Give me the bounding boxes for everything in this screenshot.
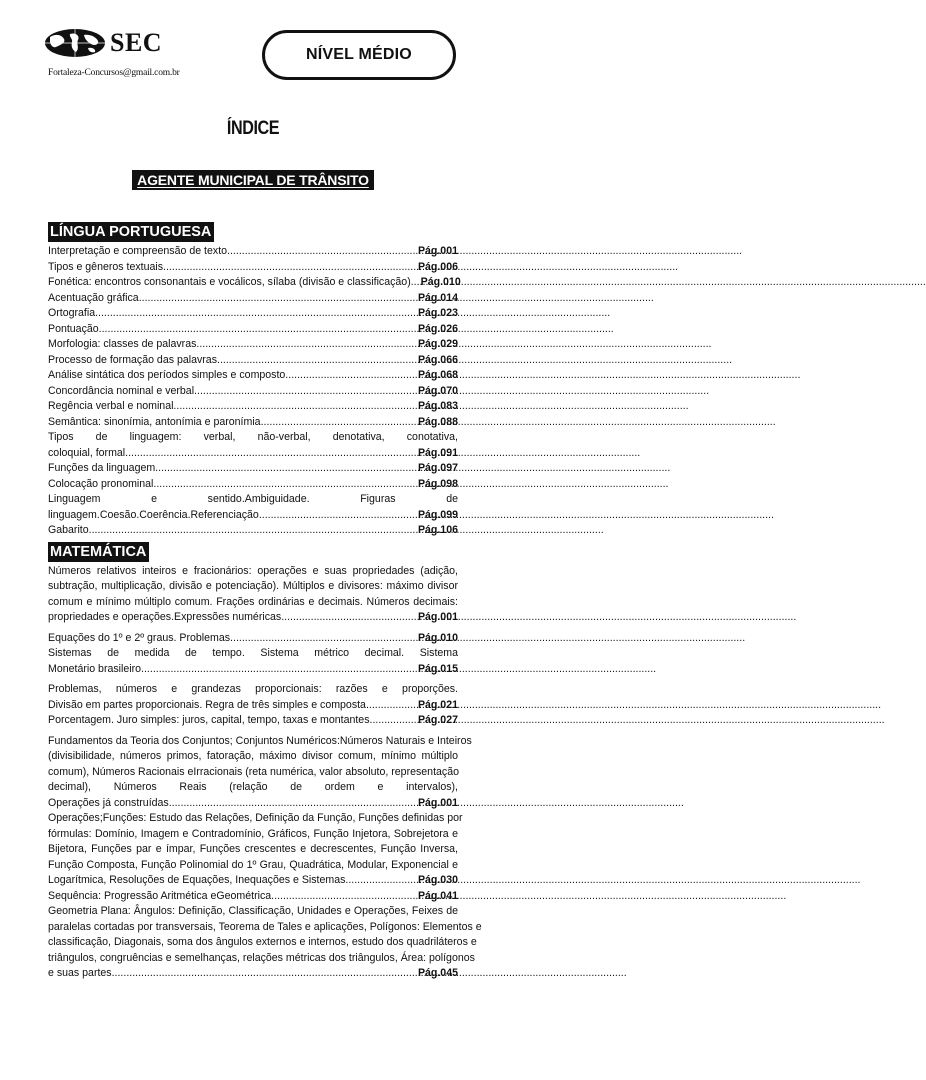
toc-entry-line: Sistemas de medida de tempo. Sistema métrico decimal. Sistema [48, 647, 458, 659]
toc-entry-title: Interpretação e compreensão de texto. [48, 245, 230, 257]
toc-page-number: Pág.068 [417, 369, 458, 381]
toc-entry-row [48, 796, 458, 812]
toc-entry-title: Acentuação gráfica. [48, 291, 142, 304]
toc-leader-dots [102, 322, 417, 338]
section-heading-portugues: LÍNGUA PORTUGUESA [48, 222, 214, 242]
toc-page-number: Pág.027 [417, 714, 458, 726]
toc-entry-title: Ortografia. [48, 307, 99, 319]
toc-leader-dots [142, 291, 417, 307]
toc-entry-row [48, 698, 458, 714]
toc-page-number: Pág.045 [417, 967, 458, 979]
toc-entry-row [48, 889, 458, 905]
toc-entry-row [48, 275, 461, 291]
level-badge: NÍVEL MÉDIO [262, 30, 456, 80]
toc-entry-title: Logarítmica, Resoluções de Equações, Inequações e Sistemas. [48, 874, 349, 886]
logo-url: Fortaleza-Concursos@gmail.com.br [48, 68, 180, 78]
toc-page-number: Pág.001 [417, 611, 458, 623]
toc-entry [48, 523, 458, 539]
toc-entry-line: subtração, multiplicação, divisão e potenciação). Múltiplos e divisores: máximo divisor [48, 580, 458, 592]
toc-entry-line: Números relativos inteiros e fracionários: operações e suas propriedades (adição, [48, 564, 458, 577]
toc-leader-dots [144, 662, 417, 678]
toc-entry-line: paralelas cortadas por transversais, Teorema de Tales e aplicações, Polígonos: Elementos e [48, 920, 482, 933]
toc-entry [48, 306, 458, 322]
toc-entry-row [48, 873, 458, 889]
toc-entry [48, 275, 461, 291]
toc-entry-title: Análise sintática dos períodos simples e composto. [48, 369, 289, 381]
toc-leader-dots [369, 698, 417, 714]
toc-entry-row [48, 291, 458, 307]
toc-entry [48, 889, 458, 905]
toc-entry [48, 244, 458, 260]
toc-page-number: Pág.099 [417, 508, 458, 521]
toc-page-number: Pág.041 [417, 889, 458, 902]
logo-text: SEC [110, 28, 163, 57]
toc-entry-row [48, 966, 458, 982]
toc-entry-title: Sequência: Progressão Aritmética eGeométrica. [48, 889, 275, 902]
toc-entry-row [48, 477, 458, 493]
section-heading-matematica: MATEMÁTICA [48, 542, 149, 562]
toc-page-number: Pág.001 [417, 245, 458, 257]
toc-entry-title: Monetário brasileiro. [48, 662, 144, 675]
toc-leader-dots [220, 353, 417, 369]
toc-leader-dots [172, 796, 417, 812]
toc-entry-title: Concordância nominal e verbal. [48, 384, 197, 397]
toc-entry [48, 337, 458, 353]
sec-logo [44, 28, 194, 84]
toc-entry-title: Porcentagem. Juro simples: juros, capital, tempo, taxas e montantes. [48, 714, 373, 726]
toc-entry-line: Problemas, números e grandezas proporcionais: razões e proporções. [48, 683, 458, 695]
toc-page-number: Pág.098 [417, 477, 458, 490]
toc-portugues [48, 244, 461, 539]
toc-leader-dots [230, 244, 417, 260]
toc-entry-line: classificação, Diagonais, soma dos ângulos externos e internos, estudo dos quadriláteros e [48, 936, 477, 948]
toc-entry-title: Morfologia: classes de palavras. [48, 338, 200, 350]
toc-page-number: Pág.029 [417, 338, 458, 350]
toc-leader-dots [156, 477, 417, 493]
toc-entry-line: fórmulas: Domínio, Imagem e Contradomínio, Gráficos, Função Injetora, Sobrejetora e [48, 827, 458, 840]
toc-entry-line: Geometria Plana: Ângulos: Definição, Classificação, Unidades e Operações, Feixes de [48, 905, 458, 917]
toc-leader-dots [348, 873, 417, 889]
toc-entry-title: Fonética: encontros consonantais e vocálicos, sílaba (divisão e classificação). [48, 276, 414, 288]
toc-entry-title: Operações já construídas. [48, 796, 172, 809]
toc-entry-row [48, 523, 458, 539]
toc-leader-dots [274, 889, 417, 905]
toc-page-number: Pág.015 [417, 662, 458, 675]
page-subtitle: AGENTE MUNICIPAL DE TRÂNSITO [132, 170, 374, 190]
toc-leader-dots [115, 966, 417, 982]
toc-entry-title: coloquial, formal. [48, 446, 129, 459]
toc-page-number: Pág.001 [417, 796, 458, 809]
subtitle-wrap [0, 170, 506, 190]
toc-leader-dots [199, 337, 417, 353]
toc-leader-dots [264, 415, 417, 431]
toc-leader-dots [372, 713, 416, 729]
toc-entry [48, 384, 458, 400]
toc-entry-row [48, 713, 458, 729]
toc-entry-line: Tipos de linguagem: verbal, não-verbal, denotativa, conotativa, [48, 431, 458, 443]
toc-entry-row [48, 384, 458, 400]
toc-entry [48, 322, 458, 338]
toc-page-number: Pág.106 [417, 524, 458, 536]
toc-entry-line: comum), Números Racionais eIrracionais (reta numérica, valor absoluto, representação [48, 765, 459, 778]
toc-page-number: Pág.097 [417, 462, 458, 474]
toc-entry-title: Divisão em partes proporcionais. Regra de três simples e composta. [48, 698, 369, 711]
toc-leader-dots [288, 368, 417, 384]
toc-entry [48, 631, 458, 647]
toc-page-number: Pág.010 [417, 631, 458, 644]
toc-page-number: Pág.091 [417, 446, 458, 459]
toc-entry [48, 430, 458, 461]
toc-entry-title: Funções da linguagem. [48, 462, 159, 474]
toc-leader-dots [284, 610, 417, 626]
toc-page-number: Pág.083 [417, 400, 458, 412]
toc-content [48, 222, 482, 982]
toc-page-number: Pág.070 [417, 384, 458, 397]
toc-entry [48, 353, 458, 369]
toc-entry-row [48, 337, 458, 353]
toc-leader-dots [166, 260, 417, 276]
toc-page-number: Pág.006 [417, 260, 458, 273]
toc-entry-title: e suas partes. [48, 967, 115, 979]
toc-entry-line: decimal), Números Reais (relação de ordem e intervalos), [48, 781, 458, 793]
toc-entry [48, 477, 458, 493]
toc-entry [48, 734, 472, 812]
toc-entry-title: Equações do 1º e 2º graus. Problemas. [48, 631, 233, 644]
toc-entry-row [48, 399, 458, 415]
toc-entry-line: Função Composta, Função Polinomial do 1º Grau, Quadrática, Modular, Exponencial e [48, 858, 458, 871]
toc-entry [48, 260, 458, 276]
toc-leader-dots [128, 446, 417, 462]
toc-entry [48, 461, 458, 477]
toc-entry-line: Linguagem e sentido.Ambiguidade. Figuras de [48, 493, 458, 505]
toc-page-number: Pág.021 [417, 698, 458, 711]
page-header [0, 0, 506, 110]
toc-entry [48, 713, 458, 729]
toc-entry-row [48, 631, 458, 647]
toc-entry [48, 368, 458, 384]
toc-entry [48, 646, 458, 677]
toc-entry-row [48, 260, 458, 276]
toc-leader-dots [197, 384, 417, 400]
toc-leader-dots [233, 631, 417, 647]
toc-entry-line: Bijetora, Funções par e ímpar, Funções crescentes e decrescentes, Função Inversa, [48, 843, 458, 855]
toc-entry-row [48, 610, 458, 626]
toc-entry-row [48, 368, 458, 384]
toc-entry [48, 904, 482, 982]
toc-page-number: Pág.066 [417, 353, 458, 366]
toc-page-number: Pág.026 [417, 322, 458, 335]
toc-entry [48, 492, 458, 523]
toc-entry-row [48, 662, 458, 678]
toc-entry [48, 682, 458, 713]
page-title: ÍNDICE [226, 118, 280, 139]
toc-entry-title: Regência verbal e nominal. [48, 400, 177, 412]
toc-leader-dots [92, 523, 417, 539]
toc-entry-row [48, 461, 458, 477]
globe-icon [44, 28, 106, 58]
toc-entry-row [48, 508, 458, 524]
toc-entry-title: Colocação pronominal. [48, 477, 157, 490]
toc-entry-row [48, 353, 458, 369]
toc-leader-dots [176, 399, 417, 415]
toc-page-number: Pág.014 [417, 291, 458, 304]
toc-page-number: Pág.030 [417, 874, 458, 886]
toc-entry-line: Operações;Funções: Estudo das Relações, Definição da Função, Funções definidas por [48, 812, 463, 824]
toc-entry [48, 564, 458, 626]
toc-matematica [48, 564, 482, 982]
toc-entry-row [48, 244, 458, 260]
toc-entry [48, 415, 458, 431]
toc-entry-title: linguagem.Coesão.Coerência.Referenciação. [48, 508, 262, 521]
toc-entry-row [48, 306, 458, 322]
toc-page-number: Pág.023 [417, 307, 458, 319]
toc-entry-row [48, 322, 458, 338]
toc-entry-line: Fundamentos da Teoria dos Conjuntos; Conjuntos Numéricos:Números Naturais e Inteiros [48, 734, 472, 747]
toc-entry [48, 399, 458, 415]
toc-entry-line: triângulos, congruências e semelhanças, relações métricas dos triângulos, Área: polígonos [48, 951, 475, 964]
toc-entry-title: Gabarito. [48, 524, 92, 536]
toc-entry-title: Pontuação. [48, 322, 102, 335]
toc-entry [48, 811, 463, 889]
toc-page-number: Pág.010 [420, 276, 461, 288]
toc-leader-dots [98, 306, 417, 322]
toc-entry-title: Processo de formação das palavras. [48, 353, 220, 366]
toc-entry-row [48, 415, 458, 431]
toc-entry [48, 291, 458, 307]
toc-entry-title: Tipos e gêneros textuais. [48, 260, 166, 273]
toc-leader-dots [158, 461, 417, 477]
toc-entry-title: Semântica: sinonímia, antonímia e paronímia. [48, 415, 264, 428]
toc-entry-line: comum e mínimo múltiplo comum. Frações ordinárias e decimais. Números decimais: [48, 595, 458, 608]
toc-page-number: Pág.088 [417, 415, 458, 428]
toc-entry-title: propriedades e operações.Expressões numéricas. [48, 611, 285, 623]
toc-entry-line: (divisibilidade, números primos, fatoração, máximo divisor comum, mínimo múltiplo [48, 750, 458, 762]
toc-entry-row [48, 446, 458, 462]
toc-leader-dots [262, 508, 417, 524]
